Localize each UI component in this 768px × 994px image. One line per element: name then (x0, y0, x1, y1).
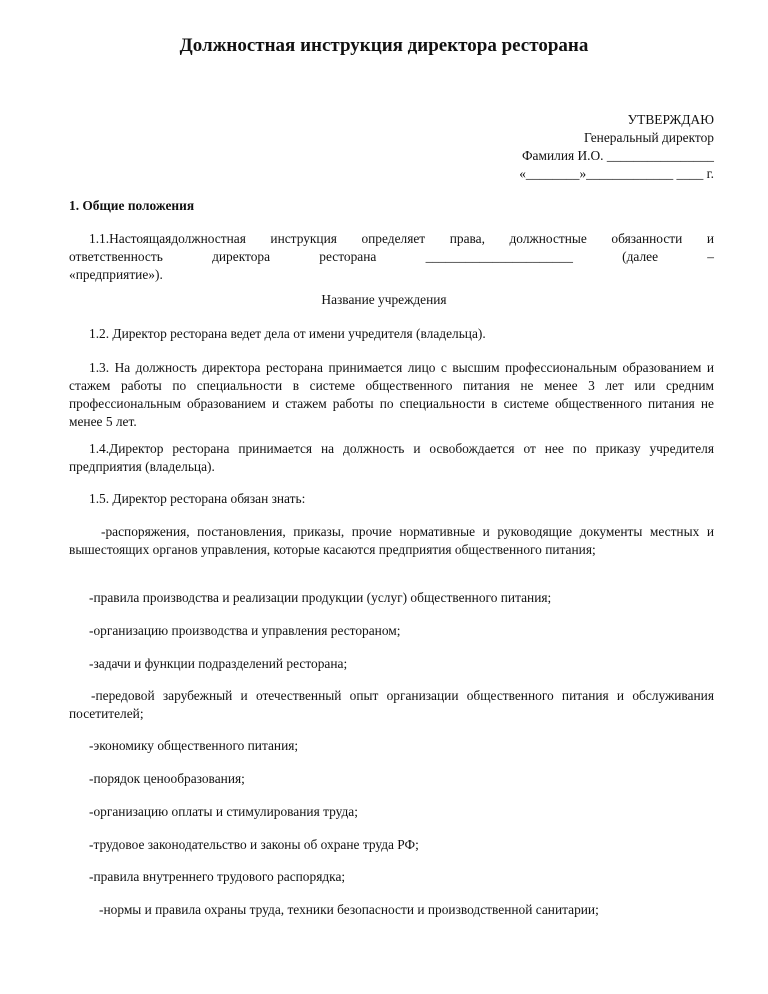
list-item: -передовой зарубежный и отечественный опыт организации общественного питания и обслуживания посетителей; (69, 688, 714, 721)
list-item: -организацию производства и управления рестораном; (89, 623, 401, 638)
list-item: -организацию оплаты и стимулирования труда; (89, 804, 358, 819)
paragraph-1-1-blank: ______________________ (425, 249, 573, 264)
list-item: -порядок ценообразования; (89, 771, 245, 786)
approval-line-date: «________»_____________ ____ г. (519, 166, 714, 181)
document-title: Должностная инструкция директора ресторана (179, 35, 589, 56)
approval-line-name: Фамилия И.О. ________________ (521, 148, 714, 163)
paragraph-1-1-word: ресторана (319, 249, 377, 264)
approval-line-approve: УТВЕРЖДАЮ (627, 112, 714, 127)
list-item: -нормы и правила охраны труда, техники безопасности и производственной санитарии; (99, 902, 599, 917)
list-item: -правила внутреннего трудового распорядка; (89, 869, 346, 884)
paragraph-1-1-line3: «предприятие»). (69, 267, 163, 282)
section-heading: 1. Общие положения (69, 198, 195, 213)
list-item: -экономику общественного питания; (89, 738, 299, 753)
approval-line-position: Генеральный директор (583, 130, 714, 145)
institution-label: Название учреждения (321, 292, 447, 307)
paragraph-1-3: 1.3. На должность директора ресторана принимается лицо с высшим профессиональным образованием и стажем работы по специальности в системе общественного питания не менее 3 лет или средним профессиональным образованием и стажем работы по специальности в системе общественного питания не менее 5 лет. (69, 360, 714, 429)
paragraph-1-1-line2 (69, 248, 714, 266)
paragraph-1-1-word: (далее (622, 249, 659, 264)
paragraph-1-1-word: – (707, 249, 714, 264)
paragraph-1-1-word: ответственность (69, 249, 163, 264)
list-item: -распоряжения, постановления, приказы, прочие нормативные и руководящие документы местных и вышестоящих органов управления, которые касаются предприятия общественного питания; (69, 524, 714, 557)
list-item: -трудовое законодательство и законы об охране труда РФ; (89, 837, 419, 852)
approval-block (519, 111, 714, 183)
list-item: -задачи и функции подразделений ресторана; (89, 656, 348, 671)
paragraph-1-1-word: директора (212, 249, 271, 264)
paragraph-1-5: 1.5. Директор ресторана обязан знать: (89, 491, 306, 506)
paragraph-1-4: 1.4.Директор ресторана принимается на должность и освобождается от нее по приказу учредителя предприятия (владельца). (69, 441, 714, 474)
list-item: -правила производства и реализации продукции (услуг) общественного питания; (89, 590, 552, 605)
paragraph-1-1-line1: 1.1.Настоящаядолжностная инструкция определяет права, должностные обязанности и (89, 231, 714, 246)
paragraph-1-1 (69, 230, 714, 284)
paragraph-1-2: 1.2. Директор ресторана ведет дела от имени учредителя (владельца). (89, 326, 486, 341)
